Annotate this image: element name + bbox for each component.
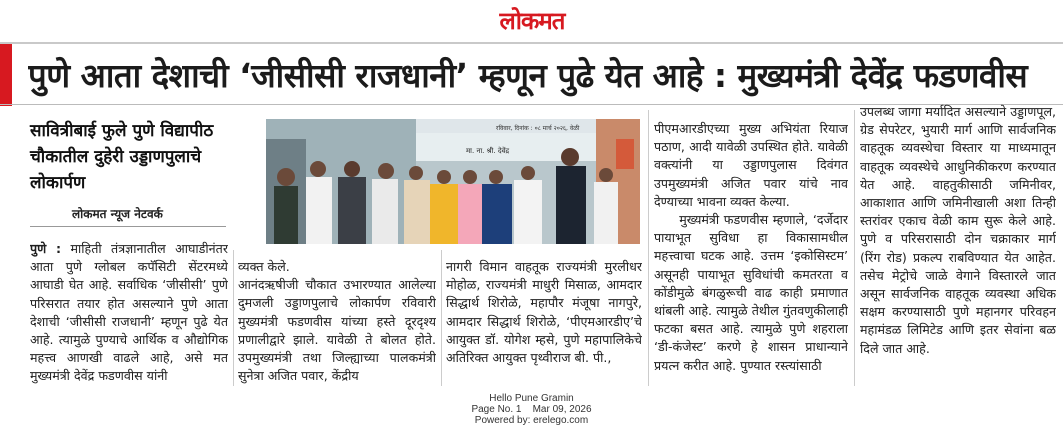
- article-column-1: [30, 240, 228, 386]
- column-divider: [441, 250, 442, 386]
- page-footer: [0, 393, 1063, 426]
- footer-powered-by: Powered by: erelego.com: [474, 415, 589, 426]
- lokmat-logo: लोकमत: [499, 7, 565, 35]
- article-column-2: [238, 258, 436, 386]
- column-5-text: उपलब्ध जागा मर्यादित असल्याने उड्डाणपूल, ग्रेड सेपरेटर, भुयारी मार्ग आणि सार्वजनिक वाहतूक व्यवस्थेचा विस्तार या माध्यमातून वाहतूक व्यवस्थेचे आधुनिकीकरण करण्यात येत आहे. वाहतुकीसाठी जमिनीवर, आकाशात आणि जमिनीखाली अशा तिन्ही स्तरांवर एकाच वेळी काम सुरू केले आहे. पुणे व परिसरासाठी दोन चक्राकार मार्ग (रिंग रोड) प्रकल्प राबविण्यात येत आहेत. तसेच मेट्रोचे जाळे वेगाने विस्तारले जात असून सार्वजनिक वाहतूक व्यवस्था अधिक सक्षम करण्यासाठी पुणे महानगर परिवहन महामंडळ लिमिटेड आणि इतर सेवांना बळ दिले जात आहे.: [860, 104, 1056, 356]
- column-divider: [233, 250, 234, 386]
- column-4-text-a: पीएमआरडीएच्या मुख्य अभियंता रियाज पठाण, आदी यावेळी उपस्थित होते. यावेळी वक्त्यांनी या उड्डाणपुलास दिवंगत उपमुख्यमंत्री अजित पवार यांचे नाव देण्याच्या भावना व्यक्त केल्या.: [654, 121, 848, 209]
- footer-edition: Hello Pune Gramin: [489, 393, 574, 404]
- dateline: पुणे :: [30, 241, 62, 256]
- column-divider: [854, 110, 855, 386]
- column-1-text: माहिती तंत्रज्ञानातील आघाडीनंतर आता पुणे ग्लोबल कपॅसिटी सेंटरमध्ये आघाडी घेत आहे. सर्वाधिक ‘जीसीसी’ पुणे परिसरात तयार होत असल्याने पुणे आता देशाची ‘जीसीसी राजधानी’ म्हणून पुढे येत आहे. त्यामुळे पुण्याचे आर्थिक व औद्योगिक महत्त्व आणखी वाढले आहे, असे मत मुख्यमंत्री देवेंद्र फडणवीस यांनी: [30, 241, 228, 384]
- photo-banner-name: मा. ना. श्री. देवेंद्र: [466, 147, 510, 155]
- photo-banner-date: रविवार, दिनांक : ०८ मार्च २०२६, वेळी: [496, 125, 580, 132]
- subheadline: सावित्रीबाई फुले पुणे विद्यापीठ चौकातील दुहेरी उड्डाणपुलाचे लोकार्पण: [30, 121, 214, 193]
- byline-divider: [30, 226, 226, 227]
- column-4-text-b: मुख्यमंत्री फडणवीस म्हणाले, ‘दर्जेदार पायाभूत सुविधा हा विकासामधील महत्त्वाचा घटक आहे. उत्तम ‘इकोसिस्टम’ असूनही पायाभूत सुविधांची कमतरता व कोंडीमुळे बंगळुरूची वाढ काही प्रमाणात थांबली आहे. त्यामुळे तेथील गुंतवणुकीलाही फटका बसत आहे. त्यामुळे पुणे शहराला ‘डी-कंजेस्ट’ करणे हे शासन प्राधान्याने प्रयत्न करीत आहे. पुण्यात रस्त्यांसाठी: [654, 212, 848, 373]
- headline-accent-bar: [0, 44, 12, 106]
- masthead-divider: [0, 42, 1063, 44]
- article-column-5: [860, 103, 1056, 386]
- footer-page-date: Page No. 1 Mar 09, 2026: [471, 404, 592, 415]
- article-column-4: [654, 120, 848, 386]
- column-3-text: नागरी विमान वाहतूक राज्यमंत्री मुरलीधर मोहोळ, राज्यमंत्री माधुरी मिसाळ, आमदार सिद्धार्थ शिरोळे, महापौर मंजूषा नागपुरे, आमदार सिद्धार्थ शिरोळे, ‘पीएमआरडीए’चे आयुक्त डॉ. योगेश म्हसे, पुणे महापालिकेचे अतिरिक्त आयुक्त पृथ्वीराज बी. पी.,: [446, 259, 642, 366]
- main-headline: पुणे आता देशाची ‘जीसीसी राजधानी’ म्हणून पुढे येत आहे : मुख्यमंत्री देवेंद्र फडणवीस: [28, 56, 1028, 95]
- article-column-3: [446, 258, 642, 386]
- news-photo: [266, 119, 640, 244]
- column-2-text: व्यक्त केले. आनंदऋषीजी चौकात उभारण्यात आलेल्या दुमजली उड्डाणपुलाचे लोकार्पण रविवारी मुख्यमंत्री फडणवीस यांच्या हस्ते दूरदृश्य प्रणालीद्वारे झाले. यावेळी ते बोलत होते. उपमुख्यमंत्री तथा जिल्ह्याच्या पालकमंत्री सुनेत्रा अजित पवार, केंद्रीय: [238, 259, 436, 384]
- byline: लोकमत न्यूज नेटवर्क: [72, 207, 163, 221]
- column-divider: [648, 110, 649, 386]
- event-photo-illustration: [266, 119, 640, 244]
